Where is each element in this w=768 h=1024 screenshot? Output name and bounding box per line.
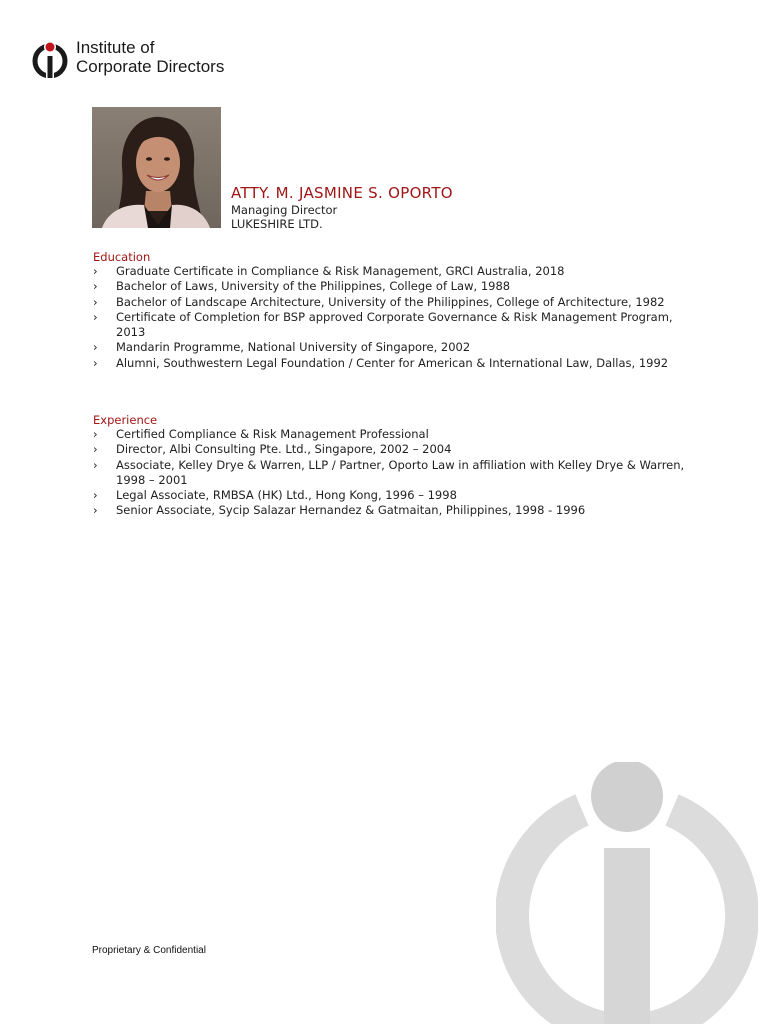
list-item-text: Certified Compliance & Risk Management Professional <box>116 427 429 441</box>
list-item <box>93 279 693 294</box>
bullet-icon: › <box>93 488 98 503</box>
list-item <box>93 458 693 489</box>
logo-line-2: Corporate Directors <box>76 57 225 76</box>
list-item-text: Alumni, Southwestern Legal Foundation / Center for American & International Law, Dallas, 1992 <box>116 355 669 370</box>
logo-text <box>76 38 224 76</box>
logo-line-1: Institute of <box>76 38 155 57</box>
bullet-icon: › <box>93 355 98 370</box>
list-item <box>93 295 693 310</box>
footer-text: Proprietary & Confidential <box>92 945 206 956</box>
list-item-text: Associate, Kelley Drye & Warren, LLP / Partner, Oporto Law in affiliation with Kelley Drye & Warren, 1998 – 2001 <box>116 457 685 487</box>
bullet-icon: › <box>93 264 98 278</box>
list-item-text: Graduate Certificate in Compliance & Risk Management, GRCI Australia, 2018 <box>116 264 565 278</box>
list-item-text: Bachelor of Landscape Architecture, University of the Philippines, College of Architecture, 1982 <box>116 294 665 309</box>
list-item-text: Bachelor of Laws, University of the Philippines, College of Law, 1988 <box>116 279 511 294</box>
bullet-icon: › <box>93 503 98 518</box>
list-item-text: Legal Associate, RMBSA (HK) Ltd., Hong Kong, 1996 – 1998 <box>116 488 457 503</box>
icd-logo-icon <box>30 40 70 80</box>
organization-logo <box>30 38 260 80</box>
experience-list <box>93 427 693 519</box>
list-item <box>93 427 693 442</box>
bullet-icon: › <box>93 457 98 472</box>
watermark-logo-icon <box>496 762 758 1024</box>
experience-section <box>93 413 693 519</box>
list-item <box>93 503 693 518</box>
profile-position: Managing Director <box>231 203 338 217</box>
list-item-text: Mandarin Programme, National University of Singapore, 2002 <box>116 340 471 355</box>
profile-details <box>231 183 453 231</box>
list-item <box>93 310 693 341</box>
list-item-text: Certificate of Completion for BSP approved Corporate Governance & Risk Management Program, 2013 <box>116 309 673 340</box>
profile-company: LUKESHIRE LTD. <box>231 217 323 231</box>
profile-photo <box>92 107 221 228</box>
list-item <box>93 356 693 371</box>
bullet-icon: › <box>93 340 98 355</box>
education-list <box>93 264 693 371</box>
experience-title: Experience <box>93 413 158 427</box>
list-item <box>93 442 693 457</box>
list-item-text: Director, Albi Consulting Pte. Ltd., Singapore, 2002 – 2004 <box>116 442 452 457</box>
list-item-text: Senior Associate, Sycip Salazar Hernandez & Gatmaitan, Philippines, 1998 - 1996 <box>116 503 586 518</box>
bullet-icon: › <box>93 427 98 441</box>
bullet-icon: › <box>93 442 98 457</box>
list-item <box>93 488 693 503</box>
bullet-icon: › <box>93 309 98 324</box>
list-item <box>93 340 693 355</box>
profile-name: ATTY. M. JASMINE S. OPORTO <box>231 184 453 202</box>
bullet-icon: › <box>93 279 98 294</box>
bullet-icon: › <box>93 294 98 309</box>
education-section <box>93 250 693 371</box>
list-item <box>93 264 693 279</box>
education-title: Education <box>93 250 151 264</box>
